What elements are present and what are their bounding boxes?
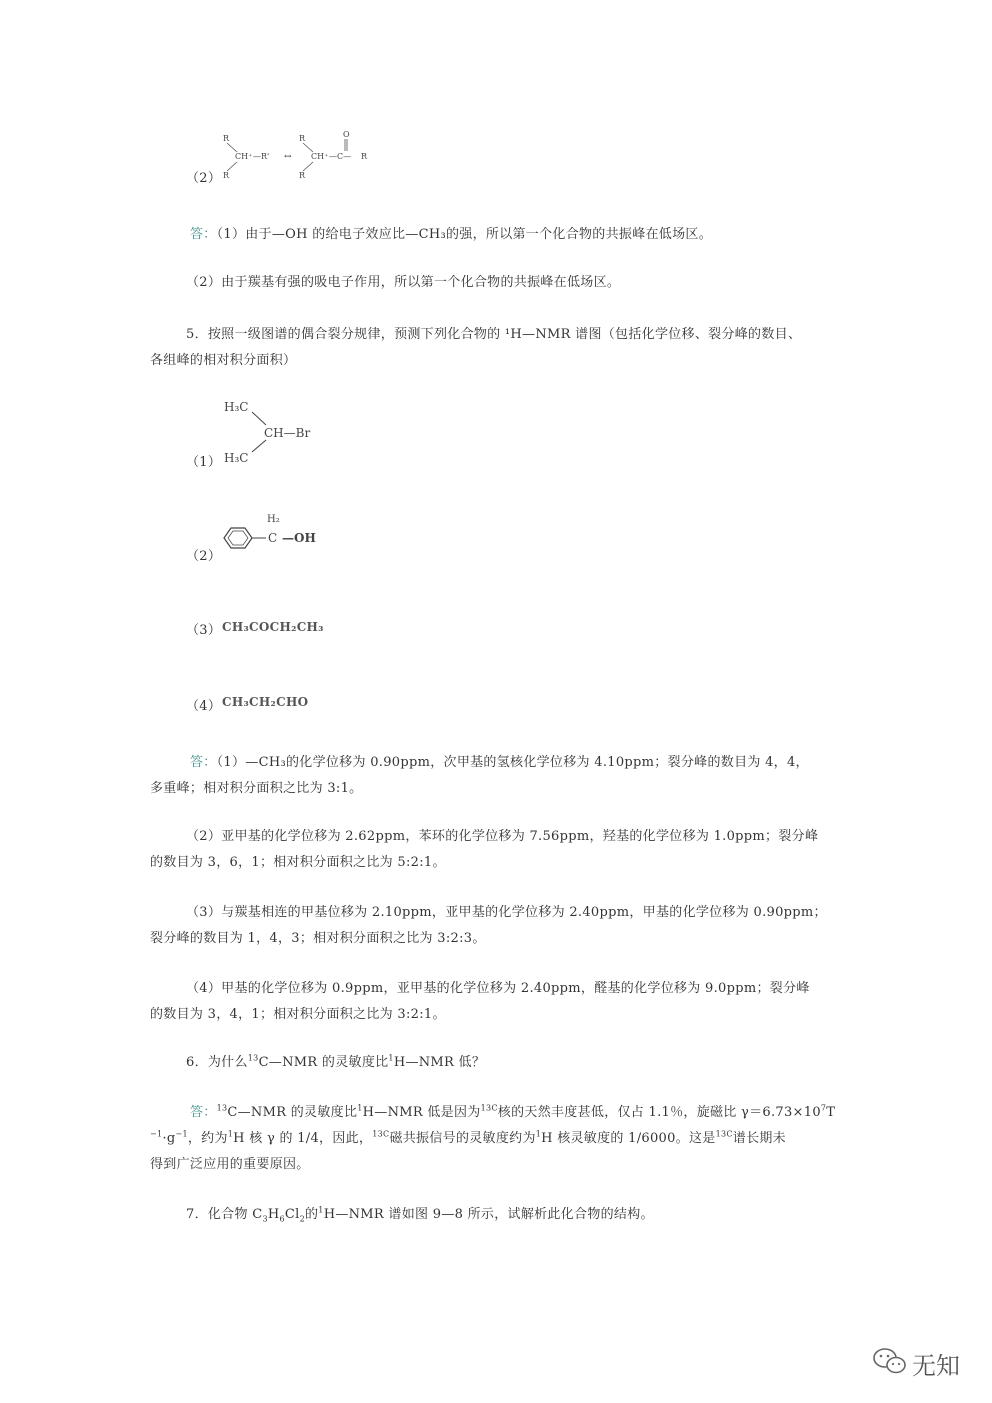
q7-question: 7．化合物 $C_3H_6Cl_2$的$^1$H—NMR 谱如图 9—8 所示，试解析此化合物的结构。 <box>186 1205 654 1224</box>
wechat-icon <box>872 1346 908 1376</box>
mol-r-prime: —R' <box>253 152 270 161</box>
q5-item1-label: （1） <box>186 455 222 470</box>
q5-item3-formula: CH₃COCH₂CH₃ <box>222 620 324 634</box>
mol-oxygen: O <box>343 130 350 139</box>
answer-label: 答： <box>190 227 217 242</box>
q5-answer-2-line1: （2）亚甲基的化学位移为 2.62ppm，苯环的化学位移为 7.56ppm，羟基的化学位移为 1.0ppm；裂分峰 <box>186 829 819 844</box>
mol-r-end: R <box>361 152 368 161</box>
mol-h2: H₂ <box>267 514 280 525</box>
q4-item2-label: （2） <box>186 171 222 186</box>
q5-item4-label: （4） <box>186 699 222 714</box>
q5-item2-label: （2） <box>186 549 222 564</box>
watermark <box>872 1342 972 1382</box>
mol-oh: —OH <box>282 531 316 545</box>
q5-question-line2: 各组峰的相对积分面积） <box>150 353 297 368</box>
q5-answer-2-line2: 的数目为 3，6，1；相对积分面积之比为 5:2:1。 <box>150 855 446 870</box>
mol-h3c-bottom: H₃C <box>224 451 249 465</box>
q5-item3-label: （3） <box>186 623 222 638</box>
q5-answer-3-line2: 裂分峰的数目为 1，4，3；相对积分面积之比为 3:2:3。 <box>150 931 486 946</box>
mol-c: C <box>268 531 278 545</box>
q5-question-line1: 5．按照一级图谱的偶合裂分规律，预测下列化合物的 ¹H—NMR 谱图（包括化学位移、裂分峰的数目、 <box>186 327 802 342</box>
watermark-text: 无知 <box>912 1352 960 1380</box>
q6-answer-line1: 答：$^{13}$C—NMR 的灵敏度比$^1$H—NMR 低是因为$^{13C}$核的天然丰度甚低，仅占 1.1％，旋磁比 $\gamma=6.73\times 10^7T$ <box>190 1103 836 1120</box>
q5-answer-4-line1: （4）甲基的化学位移为 0.9ppm，亚甲基的化学位移为 2.40ppm，醛基的化学位移为 9.0ppm；裂分峰 <box>186 981 810 996</box>
q4-carbocation-structure <box>215 128 375 186</box>
mol-ch-br: CH—Br <box>264 426 311 440</box>
q5-answer-1-line1: 答：（1）—CH₃的化学位移为 0.90ppm，次甲基的氢核化学位移为 4.10ppm；裂分峰的数目为 4，4， <box>190 755 809 770</box>
answer-label: 答： <box>190 1105 217 1120</box>
mol-r-bottom-right: R <box>299 171 306 180</box>
q4-answer-2: （2）由于羰基有强的吸电子作用，所以第一个化合物的共振峰在低场区。 <box>186 275 621 290</box>
q6-answer-line2: $^{-1}\cdot g^{-1}$，约为$^1$H 核 γ 的 1/4，因此，$^{13C}$磁共振信号的灵敏度约为$^1$H 核灵敏度的 1/6000。这是$^{13C}$谱长期未 <box>150 1129 786 1146</box>
q6-question: 6．为什么$^{13}$C—NMR 的灵敏度比$^1$H—NMR 低？ <box>186 1053 486 1070</box>
q5-item4-formula: CH₃CH₂CHO <box>222 695 309 709</box>
q6-answer-line3: 得到广泛应用的重要原因。 <box>150 1157 310 1172</box>
q5-answer-4-line2: 的数目为 3，4，1；相对积分面积之比为 3:2:1。 <box>150 1007 446 1022</box>
mol-carbonyl-c: —C— <box>329 152 352 161</box>
q5-answer-1-line2: 多重峰；相对积分面积之比为 3:1。 <box>150 781 363 796</box>
q5-benzyl-alcohol-structure <box>218 512 328 556</box>
mol-r-bottom-left: R <box>223 171 230 180</box>
mol-h3c-top: H₃C <box>224 400 249 414</box>
mol-r-top-right: R <box>299 134 306 143</box>
mol-ch-plus-right: CH⁺ <box>311 152 329 161</box>
q5-answer-3-line1: （3）与羰基相连的甲基位移为 2.10ppm，亚甲基的化学位移为 2.40ppm，甲基的化学位移为 0.90ppm； <box>186 905 827 920</box>
answer-label: 答： <box>190 755 217 770</box>
mol-ch-plus-left: CH⁺ <box>235 152 253 161</box>
mol-r-top-left: R <box>223 134 230 143</box>
mol-resonance-arrow: ↔ <box>284 152 292 162</box>
q5-isopropyl-bromide-structure <box>222 394 332 464</box>
q4-answer-1: 答：（1）由于—OH 的给电子效应比—CH₃的强，所以第一个化合物的共振峰在低场区。 <box>190 227 713 242</box>
